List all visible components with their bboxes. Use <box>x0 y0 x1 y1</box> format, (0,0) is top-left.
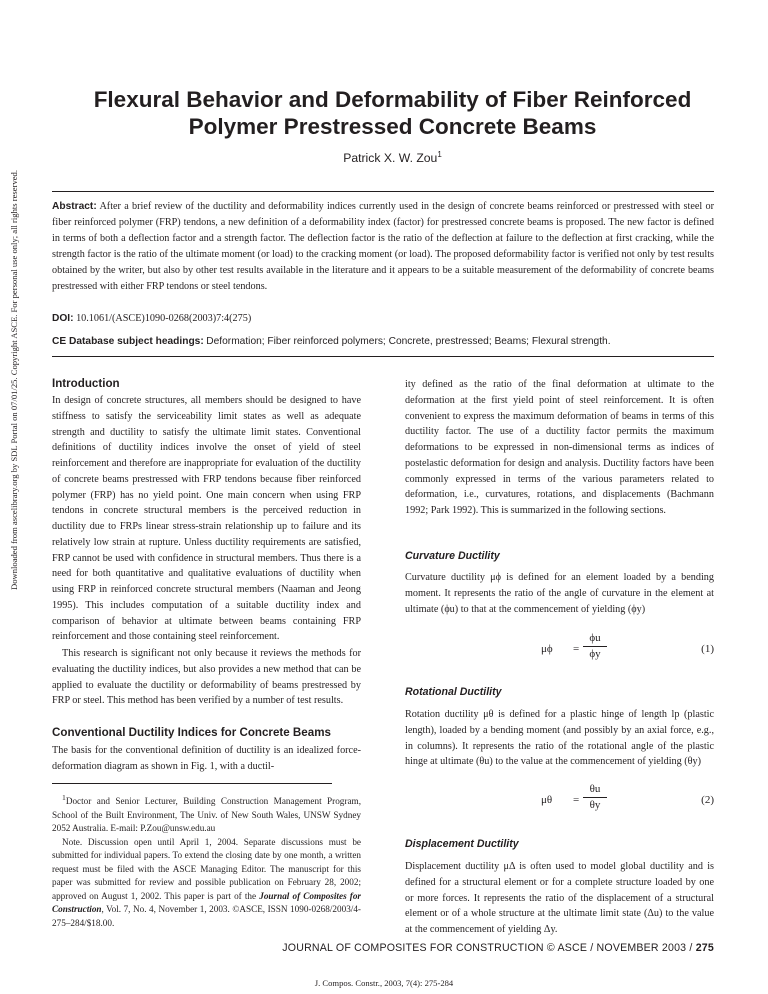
bottom-rule <box>52 356 714 357</box>
page-number: 275 <box>695 942 714 954</box>
ductility-intro-paragraph: ity defined as the ratio of the final deformation at ultimate to the deformation at the first yield point of steel reinforcement. It is often convenient to express the maximum deformation of beams in terms of this ductility factor. The use of a ductility factor permits the maximum deformations to be expressed in non-dimensional terms as indices of postelastic deformation for design and analysis. Ductility factors have been commonly expressed in terms of the various parameters related to deformation, i.e., curvatures, rotations, and displacements (Bachmann 1992; Park 1992). This is summarized in the following sections. <box>405 379 714 516</box>
doi-value[interactable]: 10.1061/(ASCE)1090-0268(2003)7:4(275) <box>76 313 252 324</box>
abstract <box>52 199 714 294</box>
citation-line: J. Compos. Constr., 2003, 7(4): 275-284 <box>314 978 454 988</box>
author-footnote-mark: 1 <box>437 150 442 159</box>
journal-footer: JOURNAL OF COMPOSITES FOR CONSTRUCTION © ASCE / NOVEMBER 2003 / 275 <box>282 942 714 954</box>
footnote-note: Note. Discussion open until April 1, 2004. Separate discussions must be submitted for individual papers. To extend the closing date by one month, a written request must be filed with the ASCE Managing Editor. The manuscript for this paper was submitted for review and possible publication on February 28, 2002; approved on August 1, 2002. This paper is part of the Journal of Composites for Construction, Vol. 7, No. 4, November 1, 2003. ©ASCE, ISSN 1090-0268/2003/4-275–284/$18.00. <box>52 836 361 928</box>
equation-2-number: (2) <box>701 794 714 806</box>
subject-headings-text: Deformation; Fiber reinforced polymers; Concrete, prestressed; Beams; Flexural strength. <box>206 336 611 347</box>
curvature-paragraph: Curvature ductility μϕ is defined for an element loaded by a bending moment. It represents the ratio of the angle of curvature in the element at ultimate (ϕu) to that at the commencement of yielding (ϕy) <box>405 572 714 615</box>
abstract-text: After a brief review of the ductility and deformability indices currently used in the design of concrete beams reinforced or prestressed with steel or fiber reinforced polymer (FRP) tendons, a new definition of a deformability index (factor) for prestressed concrete beams is proposed. The new factor is defined in terms of both a deflection factor and a strength factor. The deflection factor is the ratio of the deflection at failure to the deflection at first cracking, while the strength factor is the ratio of the ultimate moment (or load) to the cracking moment (or load). The proposed deformability factor is verified not only by test results obtained by the writer, but also by other test results available in the literature and it appears to be a suitable measurement of the deformability of concrete beams prestressed with either FRP tendons or steel tendons. <box>52 201 714 292</box>
displacement-paragraph: Displacement ductility μΔ is often used to model global ductility and is defined for a structural element or for a complete structure loaded by one or more forces. It represents the ratio of the displacement of a structural element or of a whole structure at the ultimate limit state (Δu) to the value at the commencement of yielding Δy. <box>405 861 714 935</box>
doi-line <box>52 313 251 324</box>
subject-headings <box>52 336 714 347</box>
abstract-label: Abstract: <box>52 201 97 212</box>
rotational-paragraph: Rotation ductility μθ is defined for a plastic hinge of length lp (plastic length), loaded by a bending moment (and possibly by an axial force, e.g., in columns). It represents the ratio of the rotational angle of the plastic hinge at ultimate (θu) to the value at the commencement of yielding (θy) <box>405 709 714 768</box>
conventional-paragraph: The basis for the conventional definition of ductility is an idealized force-deformation diagram as shown in Fig. 1, with a ductil- <box>52 745 361 772</box>
footnote <box>52 791 361 930</box>
rotational-heading: Rotational Ductility <box>405 686 502 698</box>
author-line <box>60 150 725 165</box>
paper-title: Flexural Behavior and Deformability of Fiber Reinforced Polymer Prestressed Concrete Beams <box>93 87 692 139</box>
intro-heading: Introduction <box>52 377 120 390</box>
intro-paragraph-2: This research is significant not only because it reviews the methods for evaluating the ductility indices, but also provides a new method that can be applied to evaluate the ductility or deformability of beams prestressed by FRP or steel. This method has been verified by a number of test results. <box>52 648 361 707</box>
doi-label: DOI: <box>52 313 74 324</box>
equation-2: μθ = $\frac{\theta u}{\theta y}$ (2) <box>541 783 714 811</box>
download-notice: Downloaded from ascelibrary.org by SDL Portal on 07/01/25. Copyright ASCE. For personal use only; all rights reserved. <box>9 170 19 590</box>
displacement-heading: Displacement Ductility <box>405 838 519 850</box>
equation-1: μϕ = $\frac{\phi u}{\phi y}$ (1) <box>541 632 714 660</box>
equation-1-number: (1) <box>701 643 714 655</box>
intro-paragraph-1: In design of concrete structures, all members should be designed to have stiffness to satisfy the serviceability limit states as well as adequate strength and ductility to satisfy the ultimate limit states. Conventional definitions of ductility indices involve the onset of yield of steel reinforcement and therefore are inappropriate for evaluation of the ductility of concrete beams prestressed with FRP tendons because fiber reinforced polymer (FRP) has no yield point. One main concern when using FRP tendons in concrete structural members is the perceived reduction in ductility due to FRPs linear stress-strain relationship up to failure and its relatively low strain at rupture. Unless ductility requirements are satisfied, FRP cannot be used with confidence in structural members. Thus there is a need for both quantitative and qualitative evaluations of ductility when using FRP in reinforced concrete structural members (Naaman and Jeong 1995). This includes computation of a suitable ductility index and comparison of behavior at ultimate between beams containing FRP reinforcement and those containing steel reinforcement. <box>52 395 361 643</box>
subject-headings-label: CE Database subject headings: <box>52 336 204 347</box>
footnote-affiliation: $^1$Doctor and Senior Lecturer, Building Construction Management Program, School of the Built Environment, The Univ. of New South Wales, UNSW Sydney 2052 Australia. E-mail: P.Zou@unsw.edu.au <box>52 793 361 834</box>
author-name: Patrick X. W. Zou <box>343 151 438 166</box>
footnote-rule <box>52 783 332 784</box>
curvature-heading: Curvature Ductility <box>405 550 500 562</box>
conventional-heading: Conventional Ductility Indices for Concrete Beams <box>52 726 331 739</box>
top-rule <box>52 191 714 192</box>
